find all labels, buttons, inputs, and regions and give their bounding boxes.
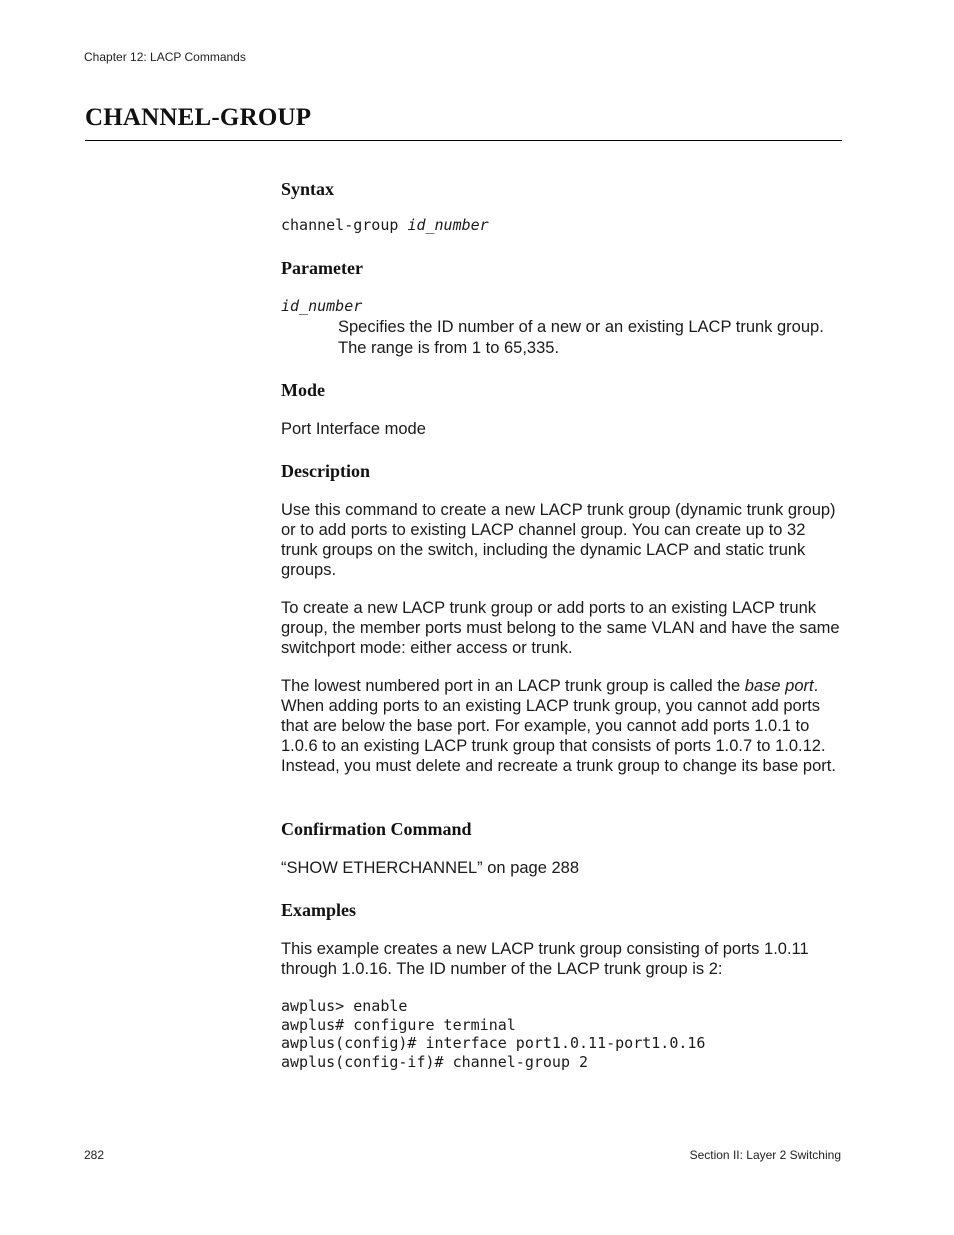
section-footer: Section II: Layer 2 Switching (689, 1148, 841, 1162)
code-line: awplus(config)# interface port1.0.11-port1.0.16 (281, 1034, 706, 1053)
code-line: awplus(config-if)# channel-group 2 (281, 1053, 589, 1072)
description-heading: Description (281, 461, 370, 481)
page-title: CHANNEL-GROUP (85, 104, 312, 131)
running-header: Chapter 12: LACP Commands (84, 50, 246, 64)
description-paragraph-1: Use this command to create a new LACP trunk group (dynamic trunk group) or to add ports to existing LACP channel group. You can create up to 32 trunk groups on the switch, including the dynamic LACP and static trunk groups. (281, 501, 836, 579)
code-line: awplus# configure terminal (281, 1015, 516, 1034)
syntax-line (281, 216, 489, 235)
parameter-line-2: The range is from 1 to 65,335. (338, 339, 560, 357)
syntax-argument: id_number (407, 216, 489, 234)
mode-heading: Mode (281, 380, 325, 400)
code-line: awplus> enable (281, 997, 408, 1015)
parameter-description (338, 317, 858, 359)
confirmation-heading: Confirmation Command (281, 819, 472, 839)
confirmation-link[interactable]: “SHOW ETHERCHANNEL” on page 288 (281, 859, 580, 877)
base-port-term: base port (744, 677, 814, 695)
description-paragraph-2: To create a new LACP trunk group or add ports to an existing LACP trunk group, the member ports must belong to the same VLAN and have the same switchport mode: either access or trunk. (281, 599, 840, 657)
title-rule (85, 140, 842, 141)
examples-intro: This example creates a new LACP trunk group consisting of ports 1.0.11 through 1.0.16. The ID number of the LACP trunk group is 2: (281, 940, 809, 978)
description-paragraph-3: The lowest numbered port in an LACP trunk group is called the base port. When adding ports to an existing LACP trunk group, you cannot add ports that are below the base port. For example, you cannot add ports 1.0.1 to 1.0.6 to an existing LACP trunk group that consists of ports 1.0.7 to 1.0.12. Instead, you must delete and recreate a trunk group to change its base port. (281, 677, 836, 775)
examples-heading: Examples (281, 900, 357, 920)
parameter-name: id_number (281, 297, 363, 315)
page-number: 282 (84, 1148, 105, 1162)
mode-text: Port Interface mode (281, 420, 426, 438)
parameter-heading: Parameter (281, 258, 363, 278)
syntax-heading: Syntax (281, 179, 335, 199)
parameter-line-1: Specifies the ID number of a new or an existing LACP trunk group. (338, 318, 824, 336)
syntax-command: channel-group (281, 216, 399, 234)
